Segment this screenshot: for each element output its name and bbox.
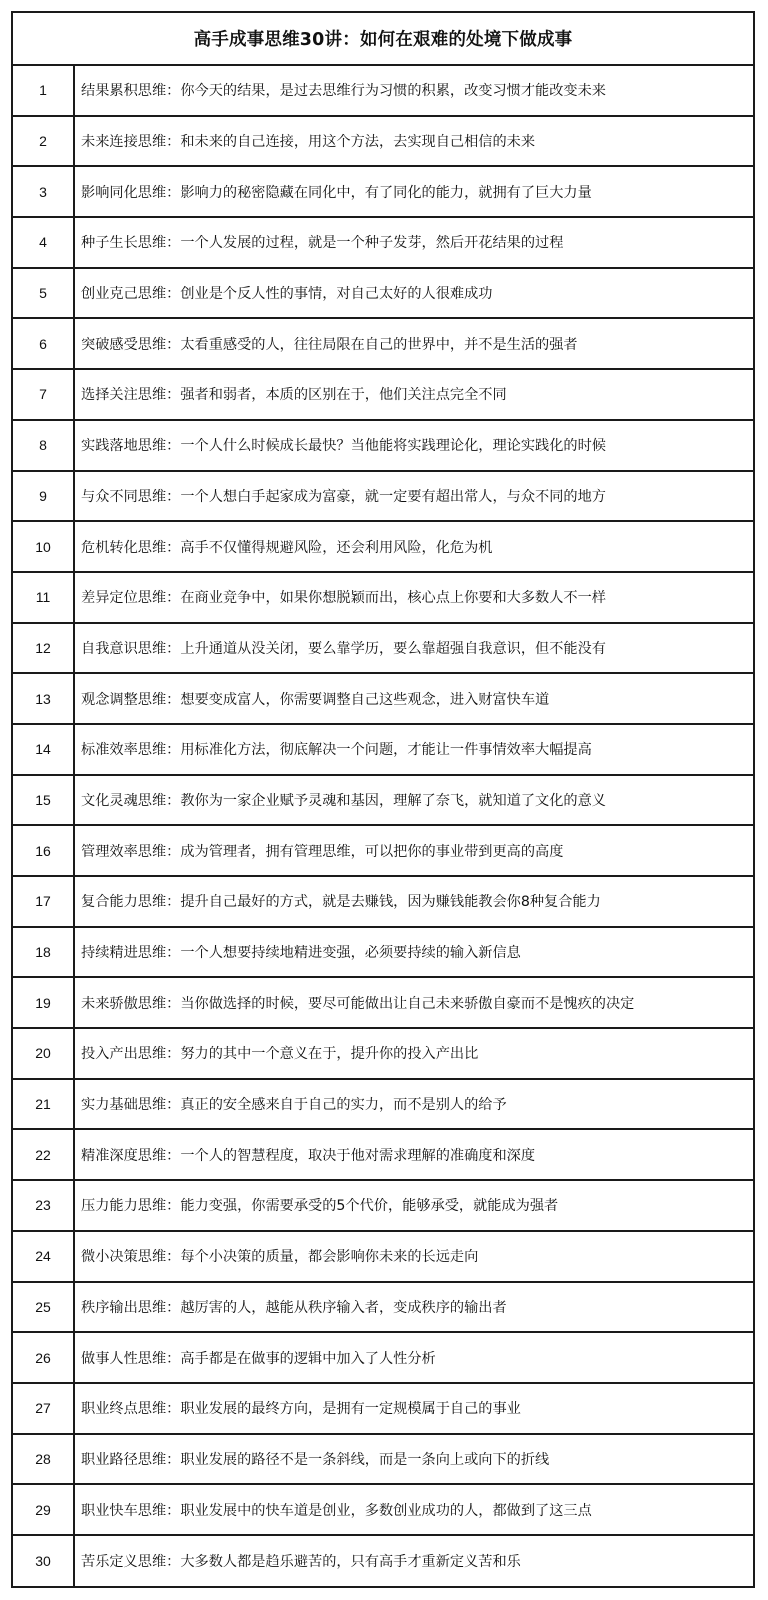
row-number: 1 — [13, 66, 75, 115]
row-number: 20 — [13, 1029, 75, 1078]
row-number: 8 — [13, 421, 75, 470]
row-text: 观念调整思维：想要变成富人，你需要调整自己这些观念，进入财富快车道 — [81, 691, 550, 708]
row-text: 未来连接思维：和未来的自己连接，用这个方法，去实现自己相信的未来 — [81, 134, 536, 151]
table-row — [13, 725, 753, 776]
row-text: 秩序输出思维：越厉害的人，越能从秩序输入者，变成秩序的输出者 — [81, 1299, 507, 1316]
row-number: 24 — [13, 1232, 75, 1281]
row-text: 苦乐定义思维：大多数人都是趋乐避苦的，只有高手才重新定义苦和乐 — [81, 1554, 521, 1571]
row-text: 创业克己思维：创业是个反人性的事情，对自己太好的人很难成功 — [81, 286, 493, 303]
row-number: 22 — [13, 1130, 75, 1179]
row-number: 27 — [13, 1384, 75, 1433]
row-text: 突破感受思维：太看重感受的人，往往局限在自己的世界中，并不是生活的强者 — [81, 336, 578, 353]
table-row — [13, 1232, 753, 1283]
table-row — [13, 1333, 753, 1384]
row-text: 职业路径思维：职业发展的路径不是一条斜线，而是一条向上或向下的折线 — [81, 1451, 550, 1468]
row-text: 微小决策思维：每个小决策的质量，都会影响你未来的长远走向 — [81, 1249, 479, 1266]
table-row — [13, 66, 753, 117]
table-row — [13, 776, 753, 827]
row-text: 与众不同思维：一个人想白手起家成为富豪，就一定要有超出常人，与众不同的地方 — [81, 488, 606, 505]
row-number: 28 — [13, 1435, 75, 1484]
row-text: 危机转化思维：高手不仅懂得规避风险，还会利用风险，化危为机 — [81, 539, 493, 556]
table-row — [13, 1485, 753, 1536]
row-number: 9 — [13, 472, 75, 521]
row-number: 13 — [13, 674, 75, 723]
table-row — [13, 1130, 753, 1181]
table-row — [13, 1181, 753, 1232]
row-number: 2 — [13, 117, 75, 166]
table-row — [13, 624, 753, 675]
table-row — [13, 1283, 753, 1334]
row-number: 3 — [13, 167, 75, 216]
table-row — [13, 472, 753, 523]
table-row — [13, 1029, 753, 1080]
row-text: 未来骄傲思维：当你做选择的时候，要尽可能做出让自己未来骄傲自豪而不是愧疚的决定 — [81, 995, 635, 1012]
row-text: 种子生长思维：一个人发展的过程，就是一个种子发芽，然后开花结果的过程 — [81, 235, 564, 252]
row-text: 复合能力思维：提升自己最好的方式，就是去赚钱，因为赚钱能教会你8种复合能力 — [81, 894, 601, 911]
row-text: 管理效率思维：成为管理者，拥有管理思维，可以把你的事业带到更高的高度 — [81, 843, 564, 860]
row-text: 压力能力思维：能力变强，你需要承受的5个代价，能够承受，就能成为强者 — [81, 1198, 559, 1215]
row-text: 结果累积思维：你今天的结果，是过去思维行为习惯的积累，改变习惯才能改变未来 — [81, 83, 606, 100]
row-number: 14 — [13, 725, 75, 774]
table-row — [13, 319, 753, 370]
row-text: 精准深度思维：一个人的智慧程度，取决于他对需求理解的准确度和深度 — [81, 1147, 536, 1164]
table-row — [13, 978, 753, 1029]
row-number: 16 — [13, 826, 75, 875]
row-number: 26 — [13, 1333, 75, 1382]
row-number: 15 — [13, 776, 75, 825]
table-row — [13, 928, 753, 979]
row-number: 30 — [13, 1536, 75, 1587]
row-number: 7 — [13, 370, 75, 419]
row-text: 实力基础思维：真正的安全感来自于自己的实力，而不是别人的给予 — [81, 1097, 507, 1114]
row-number: 10 — [13, 522, 75, 571]
table-row — [13, 877, 753, 928]
row-text: 持续精进思维：一个人想要持续地精进变强，必须要持续的输入新信息 — [81, 945, 521, 962]
table-row — [13, 522, 753, 573]
row-text: 做事人性思维：高手都是在做事的逻辑中加入了人性分析 — [81, 1350, 436, 1367]
row-text: 标准效率思维：用标准化方法，彻底解决一个问题，才能让一件事情效率大幅提高 — [81, 742, 592, 759]
row-text: 实践落地思维：一个人什么时候成长最快？当他能将实践理论化，理论实践化的时候 — [81, 438, 606, 455]
table-row — [13, 1536, 753, 1587]
table-row — [13, 167, 753, 218]
row-number: 11 — [13, 573, 75, 622]
lecture-table — [11, 11, 755, 1588]
table-title: 高手成事思维30讲：如何在艰难的处境下做成事 — [13, 13, 753, 66]
row-number: 21 — [13, 1080, 75, 1129]
row-number: 25 — [13, 1283, 75, 1332]
row-number: 12 — [13, 624, 75, 673]
row-text: 文化灵魂思维：教你为一家企业赋予灵魂和基因，理解了奈飞，就知道了文化的意义 — [81, 792, 606, 809]
table-row — [13, 370, 753, 421]
row-number: 6 — [13, 319, 75, 368]
row-number: 5 — [13, 269, 75, 318]
row-number: 23 — [13, 1181, 75, 1230]
table-row — [13, 573, 753, 624]
row-number: 4 — [13, 218, 75, 267]
row-text: 职业快车思维：职业发展中的快车道是创业，多数创业成功的人，都做到了这三点 — [81, 1502, 592, 1519]
row-text: 差异定位思维：在商业竞争中，如果你想脱颖而出，核心点上你要和大多数人不一样 — [81, 590, 606, 607]
row-number: 18 — [13, 928, 75, 977]
table-row — [13, 117, 753, 168]
table-row — [13, 269, 753, 320]
table-row — [13, 674, 753, 725]
row-number: 29 — [13, 1485, 75, 1534]
row-text: 影响同化思维：影响力的秘密隐藏在同化中，有了同化的能力，就拥有了巨大力量 — [81, 184, 592, 201]
table-row — [13, 1080, 753, 1131]
table-row — [13, 421, 753, 472]
table-row — [13, 1435, 753, 1486]
table-row — [13, 218, 753, 269]
table-row — [13, 826, 753, 877]
table-row — [13, 1384, 753, 1435]
row-number: 19 — [13, 978, 75, 1027]
row-text: 职业终点思维：职业发展的最终方向，是拥有一定规模属于自己的事业 — [81, 1401, 521, 1418]
row-text: 投入产出思维：努力的其中一个意义在于，提升你的投入产出比 — [81, 1046, 479, 1063]
row-number: 17 — [13, 877, 75, 926]
row-text: 选择关注思维：强者和弱者，本质的区别在于，他们关注点完全不同 — [81, 387, 507, 404]
row-text: 自我意识思维：上升通道从没关闭，要么靠学历，要么靠超强自我意识，但不能没有 — [81, 640, 606, 657]
table-body — [13, 66, 753, 1587]
